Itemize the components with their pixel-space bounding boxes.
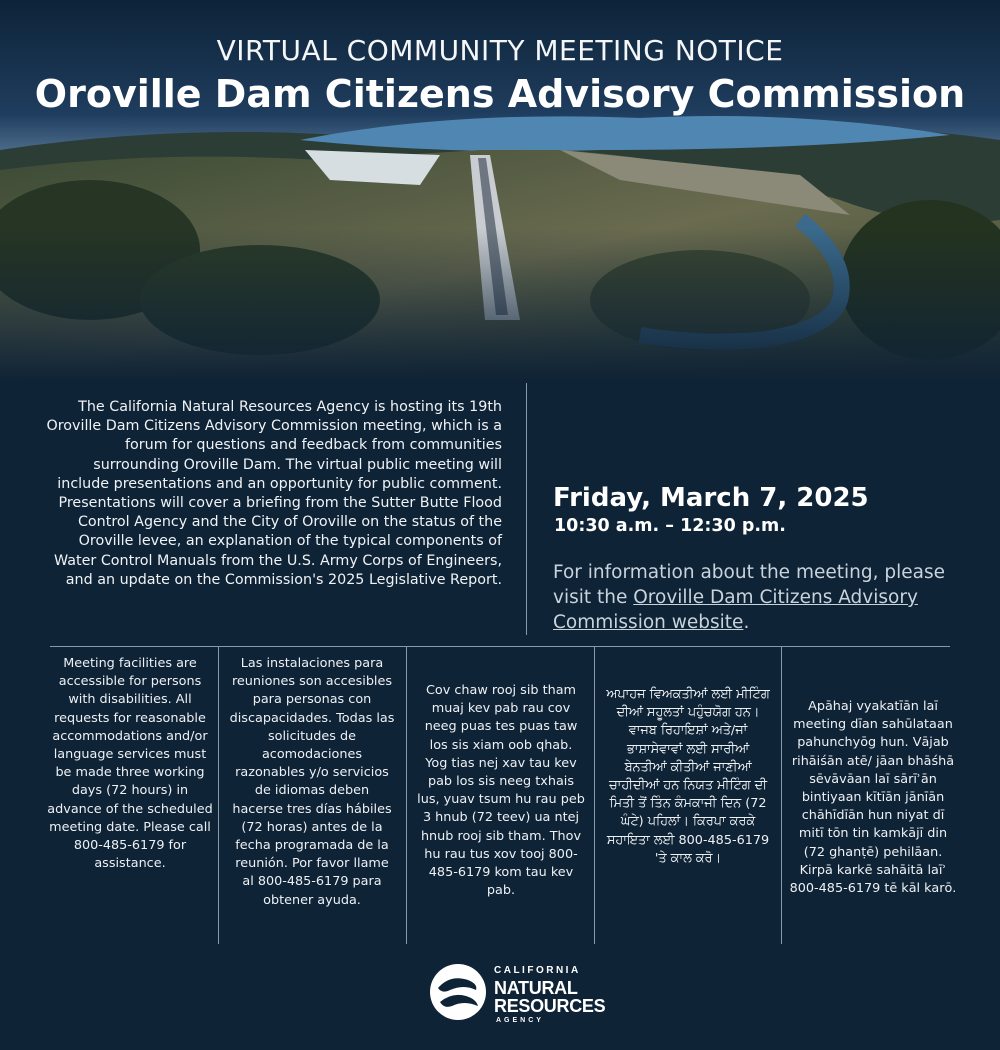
accessibility-punjabi: ਅਪਾਹਜ ਵਿਅਕਤੀਆਂ ਲਈ ਮੀਟਿੰਗ ਦੀਆਂ ਸਹੂਲਤਾਂ ਪਹੁੰਚਯੋਗ ਹਨ। ਵਾਜਬ ਰਿਹਾਇਸ਼ਾਂ ਅਤੇ/ਜਾਂ ਭਾਸ਼ਾਸੇਵਾਵਾਂ ਲਈ ਸਾਰੀਆਂ ਬੇਨਤੀਆਂ ਕੀਤੀਆਂ ਜਾਣੀਆਂ ਚਾਹੀਦੀਆਂ ਹਨ ਨਿਯਤ ਮੀਟਿੰਗ ਦੀ ਮਿਤੀ ਤੋਂ ਤਿੰਨ ਕੰਮਕਾਜੀ ਦਿਨ (72 ਘੰਟੇ) ਪਹਿਲਾਂ। ਕਿਰਪਾ ਕਰਕੇ ਸਹਾਇਤਾ ਲਈ 800-485-6179 'ਤੇ ਕਾਲ ਕਰੋ। — [606, 687, 770, 866]
meeting-info — [553, 560, 963, 635]
column-divider — [594, 647, 595, 944]
logo-line-2: NATURAL — [494, 978, 578, 998]
column-divider — [781, 647, 782, 944]
accessibility-spanish: Las instalaciones para reuniones son accesibles para personas con discapacidades. Todas las solicitudes de acomodaciones razonables y/o servicios de idiomas deben hacerse tres días hábiles (72 horas) antes de la fecha programada de la reunión. Por favor llame al 800-485-6179 para obtener ayuda. — [229, 656, 395, 908]
cnra-logo-icon — [428, 962, 488, 1022]
info-suffix: . — [743, 612, 750, 633]
page-title: Oroville Dam Citizens Advisory Commission — [34, 72, 966, 116]
column-divider — [406, 647, 407, 944]
logo-line-4: AGENCY — [496, 1017, 544, 1024]
horizontal-divider — [50, 646, 950, 647]
vertical-divider — [526, 383, 527, 635]
notice-label: VIRTUAL COMMUNITY MEETING NOTICE — [216, 34, 784, 67]
accessibility-english: Meeting facilities are accessible for persons with disabilities. All requests for reasonable accommodations and/or language services must be made three working days (72 hours) in advance of the scheduled meeting date. Please call 800-485-6179 for assistance. — [47, 656, 213, 872]
accessibility-hmong: Cov chaw rooj sib tham muaj kev pab rau cov neeg puas tes puas taw los sis xiam oob qhab. Yog tias nej xav tau kev pab los sis neeg txhais lus, yuav tsum hu rau peb 3 hnub (72 teev) ua ntej hnub rooj sib tham. Thov hu rau tus xov tooj 800-485-6179 kom tau kev pab. — [417, 683, 585, 899]
accessibility-punjabi-romanized: Apāhaj vyakatīān laī meeting dīan sahūlataan pahunchyōg hun. Vājab rihāiśān atē/ jāan bhāśhā sēvāvāan laī sārīʾān bintiyaan kītīān jānīān chāhīdīān hun niyat dī mitī tōn tin kamkājī din (72 ghanṭē) pehilāan. Kirpā karkē sahāitā laīʾ 800-485-6179 tē kāl karō. — [789, 699, 957, 897]
logo-line-3: RESOURCES — [494, 996, 606, 1016]
column-divider — [218, 647, 219, 944]
commission-website-link[interactable]: Oroville Dam Citizens Advisory Commission website — [553, 587, 918, 633]
meeting-time: 10:30 a.m. – 12:30 p.m. — [554, 516, 786, 536]
intro-paragraph: The California Natural Resources Agency is hosting its 19th Oroville Dam Citizens Advisory Commission meeting, which is a forum for questions and feedback from communities surrounding Oroville Dam. The virtual public meeting will include presentations and an opportunity for public comment. Presentations will cover a briefing from the Sutter Butte Flood Control Agency and the City of Oroville on the status of the Oroville levee, an explanation of the typical components of Water Control Manuals from the U.S. Army Corps of Engineers, and an update on the Commission's 2025 Legislative Report. — [46, 399, 502, 588]
logo-line-1: CALIFORNIA — [494, 965, 581, 976]
meeting-date: Friday, March 7, 2025 — [553, 483, 869, 513]
info-prefix: For information about the meeting, please visit the — [553, 562, 945, 608]
logo-wordmark — [494, 966, 605, 1024]
agency-logo — [428, 962, 608, 1022]
